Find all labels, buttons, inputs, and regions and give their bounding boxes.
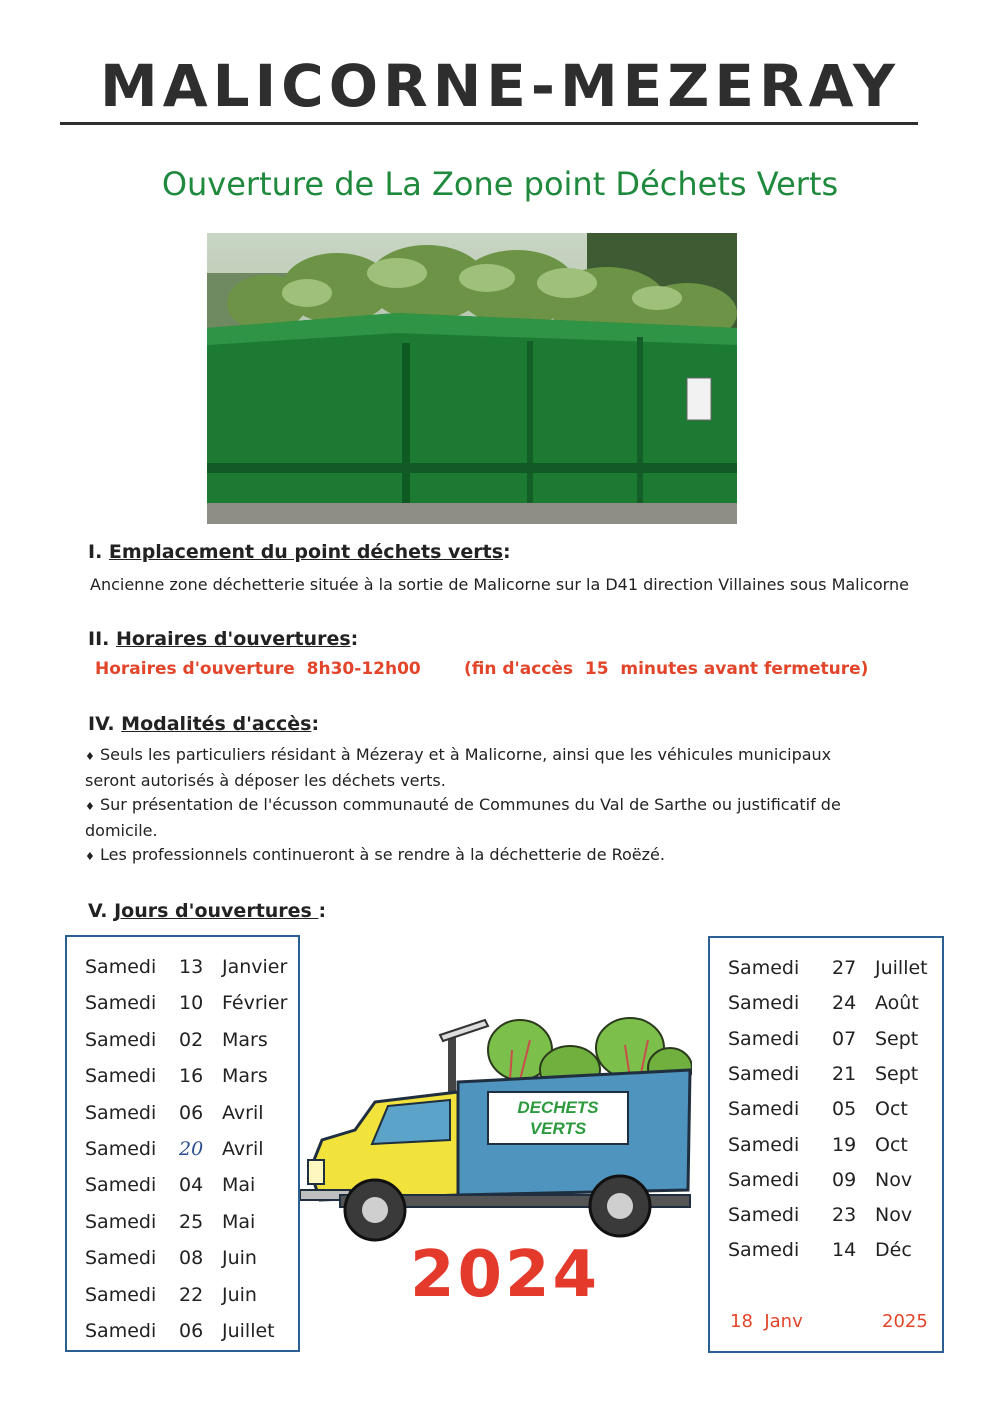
container-photo (207, 233, 737, 524)
schedule-month: Juin (222, 1247, 257, 1270)
schedule-date: 02 (179, 1028, 204, 1051)
schedule-date: 23 (832, 1204, 857, 1227)
schedule-row (67, 1102, 298, 1128)
section-title: Jours d'ouvertures (114, 900, 319, 922)
schedule-month: Déc (875, 1239, 912, 1262)
list-item (85, 843, 885, 869)
schedule-day: Samedi (85, 1101, 157, 1124)
section-access-heading (88, 713, 319, 735)
schedule-row (67, 1174, 298, 1200)
schedule-row (710, 1204, 942, 1230)
schedule-month: Nov (875, 1204, 913, 1227)
bullet-icon: ♦ (85, 750, 95, 763)
schedule-month: Janvier (222, 956, 288, 978)
schedule-day: Samedi (85, 1247, 157, 1270)
section-number: V. (88, 900, 108, 922)
schedule-month: Juillet (222, 1320, 275, 1342)
list-item-text: Seuls les particuliers résidant à Mézeray et à Malicorne, ainsi que les véhicules municipaux seront autorisés à déposer les déchets verts. (85, 745, 832, 790)
schedule-date: 16 (179, 1065, 204, 1088)
schedule-row (710, 1098, 942, 1124)
section-colon: : (318, 900, 327, 922)
title-underline (60, 122, 918, 125)
schedule-day: Samedi (85, 956, 157, 978)
schedule-month: Février (222, 992, 288, 1015)
section-title: Emplacement du point déchets verts (108, 541, 504, 563)
section-colon: : (503, 541, 511, 563)
schedule-day: Samedi (85, 1283, 157, 1306)
schedule-day: Samedi (728, 1133, 800, 1156)
next-opening-year: 2025 (882, 1311, 928, 1332)
schedule-day: Samedi (728, 1239, 800, 1262)
schedule-date: 27 (832, 957, 857, 979)
list-item (85, 793, 885, 843)
schedule-day: Samedi (85, 992, 157, 1015)
list-item-text: Les professionnels continueront à se rendre à la déchetterie de Roëzé. (99, 845, 665, 864)
truck-sign-line1: DECHETS (517, 1098, 599, 1117)
schedule-row (710, 1239, 942, 1265)
schedule-day: Samedi (728, 1027, 800, 1050)
schedule-date: 22 (179, 1283, 204, 1306)
schedule-day: Samedi (85, 1028, 157, 1051)
section-colon: : (311, 713, 320, 735)
schedule-day: Samedi (728, 1168, 800, 1191)
schedule-day: Samedi (85, 1320, 157, 1342)
schedule-month: Août (875, 992, 919, 1015)
location-text: Ancienne zone déchetterie située à la sortie de Malicorne sur la D41 direction Villaines sous Malicorne (90, 575, 909, 594)
truck-sign-line2: VERTS (529, 1119, 587, 1138)
truck-wheel (345, 1180, 405, 1240)
bullet-icon: ♦ (85, 850, 95, 863)
schedule-day: Samedi (728, 992, 800, 1015)
section-title: Horaires d'ouvertures (115, 628, 351, 650)
schedule-row (67, 1320, 298, 1346)
list-item-text: Sur présentation de l'écusson communauté de Communes du Val de Sarthe ou justificatif de domicile. (85, 795, 841, 840)
schedule-day: Samedi (85, 1210, 157, 1233)
section-number: I. (88, 541, 103, 563)
schedule-date: 07 (832, 1027, 857, 1050)
schedule-row (67, 1284, 298, 1310)
schedule-date: 21 (832, 1062, 857, 1085)
schedule-date: 13 (179, 956, 204, 978)
year-label: 2024 (409, 1238, 601, 1312)
schedule-month: Juillet (875, 957, 928, 979)
next-opening-date: 18 Janv (730, 1311, 803, 1332)
container-photo-image (207, 233, 737, 524)
bullet-icon: ♦ (85, 800, 95, 813)
schedule-box-right (708, 936, 944, 1353)
schedule-day: Samedi (85, 1138, 157, 1160)
schedule-date: 10 (179, 992, 204, 1015)
list-item (85, 743, 885, 793)
schedule-date: 04 (179, 1174, 204, 1197)
hours-note: (fin d'accès 15 minutes avant fermeture) (464, 659, 869, 679)
schedule-row (710, 992, 942, 1018)
schedule-date: 20 (179, 1138, 204, 1160)
page-title: MALICORNE-MEZERAY (100, 52, 900, 120)
schedule-row (67, 956, 298, 982)
schedule-date: 09 (832, 1168, 857, 1191)
schedule-row (67, 992, 298, 1018)
schedule-day: Samedi (728, 1204, 800, 1227)
access-rules-list (85, 743, 885, 869)
section-number: II. (88, 628, 110, 650)
schedule-date: 08 (179, 1247, 204, 1270)
schedule-row (710, 1134, 942, 1160)
schedule-date: 14 (832, 1239, 857, 1262)
schedule-row (67, 1029, 298, 1055)
schedule-date: 05 (832, 1098, 857, 1121)
schedule-date: 19 (832, 1133, 857, 1156)
page-subtitle: Ouverture de La Zone point Déchets Verts (161, 165, 839, 203)
schedule-row (67, 1065, 298, 1091)
schedule-row (710, 957, 942, 983)
section-location-heading (88, 541, 511, 563)
schedule-row (710, 1028, 942, 1054)
truck-wheel (590, 1176, 650, 1236)
schedule-date: 06 (179, 1101, 204, 1124)
section-title: Modalités d'accès (121, 713, 312, 735)
schedule-month: Oct (875, 1098, 908, 1121)
hours-text: Horaires d'ouverture 8h30-12h00 (95, 659, 421, 679)
schedule-month: Sept (875, 1062, 919, 1085)
schedule-month: Sept (875, 1027, 919, 1050)
schedule-date: 24 (832, 992, 857, 1015)
schedule-month: Mars (222, 1065, 268, 1088)
schedule-day: Samedi (728, 1098, 800, 1121)
schedule-month: Avril (222, 1138, 264, 1160)
schedule-day: Samedi (85, 1065, 157, 1088)
schedule-row (710, 1063, 942, 1089)
schedule-box-left (65, 935, 300, 1352)
schedule-row (67, 1211, 298, 1237)
section-days-heading (88, 900, 326, 922)
schedule-month: Mai (222, 1174, 256, 1197)
schedule-date: 25 (179, 1210, 204, 1233)
section-number: IV. (88, 713, 115, 735)
schedule-month: Oct (875, 1133, 908, 1156)
truck-illustration (300, 1010, 692, 1250)
section-hours-heading (88, 628, 358, 650)
schedule-row (710, 1169, 942, 1195)
schedule-month: Juin (222, 1283, 257, 1306)
section-colon: : (350, 628, 359, 650)
schedule-row (67, 1247, 298, 1273)
schedule-row (67, 1138, 298, 1164)
schedule-month: Avril (222, 1101, 264, 1124)
schedule-day: Samedi (728, 957, 800, 979)
schedule-day: Samedi (85, 1174, 157, 1197)
schedule-month: Mai (222, 1210, 256, 1233)
schedule-month: Mars (222, 1028, 268, 1051)
schedule-date: 06 (179, 1320, 204, 1342)
schedule-month: Nov (875, 1168, 913, 1191)
schedule-day: Samedi (728, 1062, 800, 1085)
